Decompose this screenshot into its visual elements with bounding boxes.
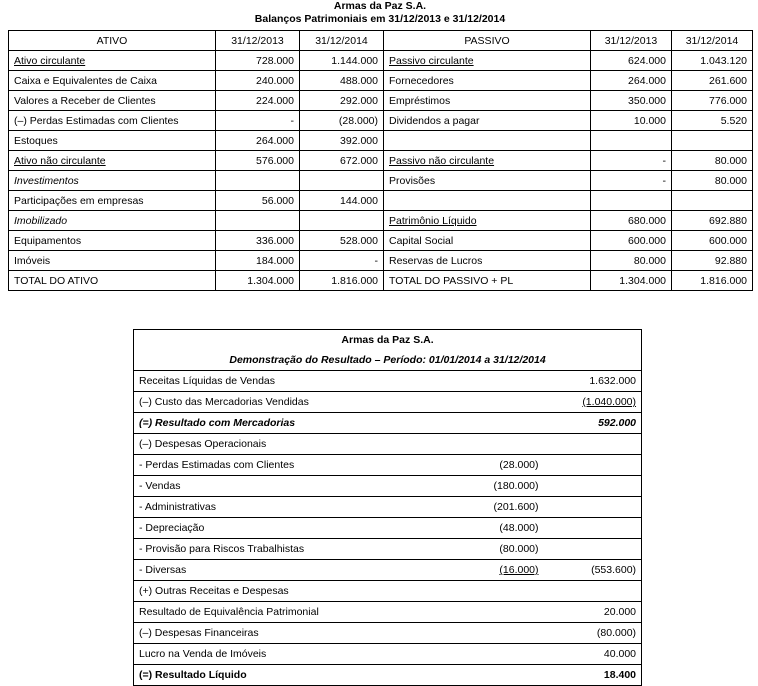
asset-value-year1: 56.000 <box>216 191 300 211</box>
asset-value-year2 <box>300 211 384 231</box>
liability-value-year2 <box>672 131 753 151</box>
balance-sheet-table <box>8 30 753 291</box>
liability-value-year2: 1.816.000 <box>672 271 753 291</box>
asset-value-year2: 1.144.000 <box>300 51 384 71</box>
liability-value-year1: 80.000 <box>591 251 672 271</box>
line-item-total-value: 18.400 <box>544 665 642 686</box>
line-item-detail-value <box>444 665 544 686</box>
asset-value-year2: (28.000) <box>300 111 384 131</box>
column-header-assets-year2: 31/12/2014 <box>300 31 384 51</box>
asset-value-year1: 336.000 <box>216 231 300 251</box>
column-header-liabilities-year1: 31/12/2013 <box>591 31 672 51</box>
income-statement-title-row <box>134 330 642 351</box>
income-statement-table <box>133 329 642 686</box>
asset-value-year1 <box>216 171 300 191</box>
asset-value-year1: 184.000 <box>216 251 300 271</box>
liability-label: Reservas de Lucros <box>384 251 591 271</box>
asset-label: Caixa e Equivalentes de Caixa <box>9 71 216 91</box>
liability-label: Patrimônio Líquido <box>384 211 591 231</box>
table-row <box>9 151 753 171</box>
liability-label: Empréstimos <box>384 91 591 111</box>
asset-label: (–) Perdas Estimadas com Clientes <box>9 111 216 131</box>
line-item-label: - Administrativas <box>134 497 444 518</box>
line-item-total-value <box>544 518 642 539</box>
liability-value-year2: 776.000 <box>672 91 753 111</box>
table-row <box>134 560 642 581</box>
line-item-detail-value: (48.000) <box>444 518 544 539</box>
underlined-value: (1.040.000) <box>582 396 637 408</box>
table-row <box>9 71 753 91</box>
line-item-detail-value <box>444 560 544 581</box>
liability-value-year2 <box>672 191 753 211</box>
liability-label: Passivo não circulante <box>384 151 591 171</box>
balance-sheet-body <box>9 51 753 291</box>
table-row <box>134 413 642 434</box>
table-row <box>9 131 753 151</box>
table-row <box>9 251 753 271</box>
asset-value-year1: - <box>216 111 300 131</box>
asset-value-year1: 576.000 <box>216 151 300 171</box>
asset-label: Estoques <box>9 131 216 151</box>
line-item-label: (+) Outras Receitas e Despesas <box>134 581 444 602</box>
line-item-label: (–) Custo das Mercadorias Vendidas <box>134 392 444 413</box>
asset-value-year2: 488.000 <box>300 71 384 91</box>
liability-value-year1: 264.000 <box>591 71 672 91</box>
table-row <box>134 476 642 497</box>
liability-value-year1: 624.000 <box>591 51 672 71</box>
liability-value-year2: 600.000 <box>672 231 753 251</box>
table-row <box>134 602 642 623</box>
line-item-total-value: 592.000 <box>544 413 642 434</box>
table-row <box>134 623 642 644</box>
table-row <box>134 518 642 539</box>
line-item-detail-value: (201.600) <box>444 497 544 518</box>
line-item-total-value <box>544 392 642 413</box>
table-row <box>134 644 642 665</box>
table-row <box>134 371 642 392</box>
liability-value-year1 <box>591 191 672 211</box>
table-row <box>134 455 642 476</box>
asset-value-year1: 728.000 <box>216 51 300 71</box>
asset-label: Ativo circulante <box>9 51 216 71</box>
asset-label: Imobilizado <box>9 211 216 231</box>
balance-sheet-title: Armas da Paz S.A. <box>333 0 427 12</box>
income-statement-subtitle: Demonstração do Resultado – Período: 01/01/2014 a 31/12/2014 <box>134 350 642 371</box>
asset-label: Investimentos <box>9 171 216 191</box>
line-item-detail-value <box>444 644 544 665</box>
table-row <box>9 91 753 111</box>
line-item-label: - Perdas Estimadas com Clientes <box>134 455 444 476</box>
liability-label: Passivo circulante <box>384 51 591 71</box>
liability-value-year1: - <box>591 151 672 171</box>
asset-label: Ativo não circulante <box>9 151 216 171</box>
liability-value-year2: 261.600 <box>672 71 753 91</box>
liability-value-year1 <box>591 131 672 151</box>
column-header-liabilities: PASSIVO <box>384 31 591 51</box>
line-item-detail-value <box>444 623 544 644</box>
line-item-total-value <box>544 539 642 560</box>
table-row <box>134 392 642 413</box>
line-item-detail-value <box>444 413 544 434</box>
asset-value-year2: 672.000 <box>300 151 384 171</box>
asset-value-year2: 144.000 <box>300 191 384 211</box>
liability-value-year1: - <box>591 171 672 191</box>
liability-label: Dividendos a pagar <box>384 111 591 131</box>
column-header-assets-year1: 31/12/2013 <box>216 31 300 51</box>
liability-label: Fornecedores <box>384 71 591 91</box>
liability-label: TOTAL DO PASSIVO + PL <box>384 271 591 291</box>
line-item-total-value: (553.600) <box>544 560 642 581</box>
line-item-label: (–) Despesas Operacionais <box>134 434 444 455</box>
balance-sheet-header-row <box>9 31 753 51</box>
line-item-label: - Depreciação <box>134 518 444 539</box>
line-item-label: - Vendas <box>134 476 444 497</box>
liability-label: Capital Social <box>384 231 591 251</box>
table-row <box>9 191 753 211</box>
line-item-label: - Diversas <box>134 560 444 581</box>
income-statement-body <box>134 371 642 686</box>
line-item-label: Resultado de Equivalência Patrimonial <box>134 602 444 623</box>
asset-value-year1: 224.000 <box>216 91 300 111</box>
asset-label: Imóveis <box>9 251 216 271</box>
liability-value-year2: 80.000 <box>672 151 753 171</box>
asset-label: Equipamentos <box>9 231 216 251</box>
line-item-label: (=) Resultado Líquido <box>134 665 444 686</box>
underlined-value: (16.000) <box>499 564 539 576</box>
table-row <box>9 211 753 231</box>
line-item-total-value <box>544 434 642 455</box>
line-item-total-value: (80.000) <box>544 623 642 644</box>
asset-value-year1: 1.304.000 <box>216 271 300 291</box>
liability-value-year2: 692.880 <box>672 211 753 231</box>
asset-value-year2: 392.000 <box>300 131 384 151</box>
table-row <box>134 665 642 686</box>
line-item-label: (–) Despesas Financeiras <box>134 623 444 644</box>
line-item-total-value <box>544 497 642 518</box>
table-row <box>9 231 753 251</box>
liability-value-year2: 92.880 <box>672 251 753 271</box>
column-header-assets: ATIVO <box>9 31 216 51</box>
liability-value-year1: 350.000 <box>591 91 672 111</box>
table-row <box>134 581 642 602</box>
liability-label <box>384 191 591 211</box>
line-item-label: (=) Resultado com Mercadorias <box>134 413 444 434</box>
line-item-total-value: 20.000 <box>544 602 642 623</box>
liability-label: Provisões <box>384 171 591 191</box>
income-statement-subtitle-row <box>134 350 642 371</box>
asset-value-year2: 1.816.000 <box>300 271 384 291</box>
line-item-label: - Provisão para Riscos Trabalhistas <box>134 539 444 560</box>
line-item-total-value <box>544 581 642 602</box>
line-item-detail-value <box>444 371 544 392</box>
column-header-liabilities-year2: 31/12/2014 <box>672 31 753 51</box>
table-row <box>134 539 642 560</box>
line-item-label: Receitas Líquidas de Vendas <box>134 371 444 392</box>
line-item-detail-value <box>444 602 544 623</box>
liability-value-year1: 680.000 <box>591 211 672 231</box>
asset-label: Valores a Receber de Clientes <box>9 91 216 111</box>
line-item-detail-value <box>444 434 544 455</box>
table-row <box>9 271 753 291</box>
asset-value-year2: 528.000 <box>300 231 384 251</box>
asset-value-year1: 264.000 <box>216 131 300 151</box>
line-item-total-value <box>544 455 642 476</box>
table-row <box>134 434 642 455</box>
line-item-detail-value <box>444 392 544 413</box>
table-row <box>134 497 642 518</box>
liability-label <box>384 131 591 151</box>
line-item-label: Lucro na Venda de Imóveis <box>134 644 444 665</box>
line-item-total-value: 40.000 <box>544 644 642 665</box>
table-row <box>9 51 753 71</box>
liability-value-year1: 10.000 <box>591 111 672 131</box>
balance-sheet-subtitle: Balanços Patrimoniais em 31/12/2013 e 31/12/2014 <box>254 13 506 25</box>
asset-value-year1: 240.000 <box>216 71 300 91</box>
liability-value-year1: 600.000 <box>591 231 672 251</box>
asset-label: TOTAL DO ATIVO <box>9 271 216 291</box>
liability-value-year2: 1.043.120 <box>672 51 753 71</box>
liability-value-year2: 5.520 <box>672 111 753 131</box>
asset-label: Participações em empresas <box>9 191 216 211</box>
table-row <box>9 111 753 131</box>
line-item-detail-value: (180.000) <box>444 476 544 497</box>
liability-value-year2: 80.000 <box>672 171 753 191</box>
line-item-total-value <box>544 476 642 497</box>
asset-value-year1 <box>216 211 300 231</box>
income-statement-title: Armas da Paz S.A. <box>134 330 642 351</box>
asset-value-year2: 292.000 <box>300 91 384 111</box>
line-item-total-value: 1.632.000 <box>544 371 642 392</box>
income-statement-section <box>133 329 641 686</box>
liability-value-year1: 1.304.000 <box>591 271 672 291</box>
table-row <box>9 171 753 191</box>
line-item-detail-value: (28.000) <box>444 455 544 476</box>
asset-value-year2 <box>300 171 384 191</box>
balance-sheet-section <box>8 0 752 291</box>
line-item-detail-value: (80.000) <box>444 539 544 560</box>
line-item-detail-value <box>444 581 544 602</box>
asset-value-year2: - <box>300 251 384 271</box>
